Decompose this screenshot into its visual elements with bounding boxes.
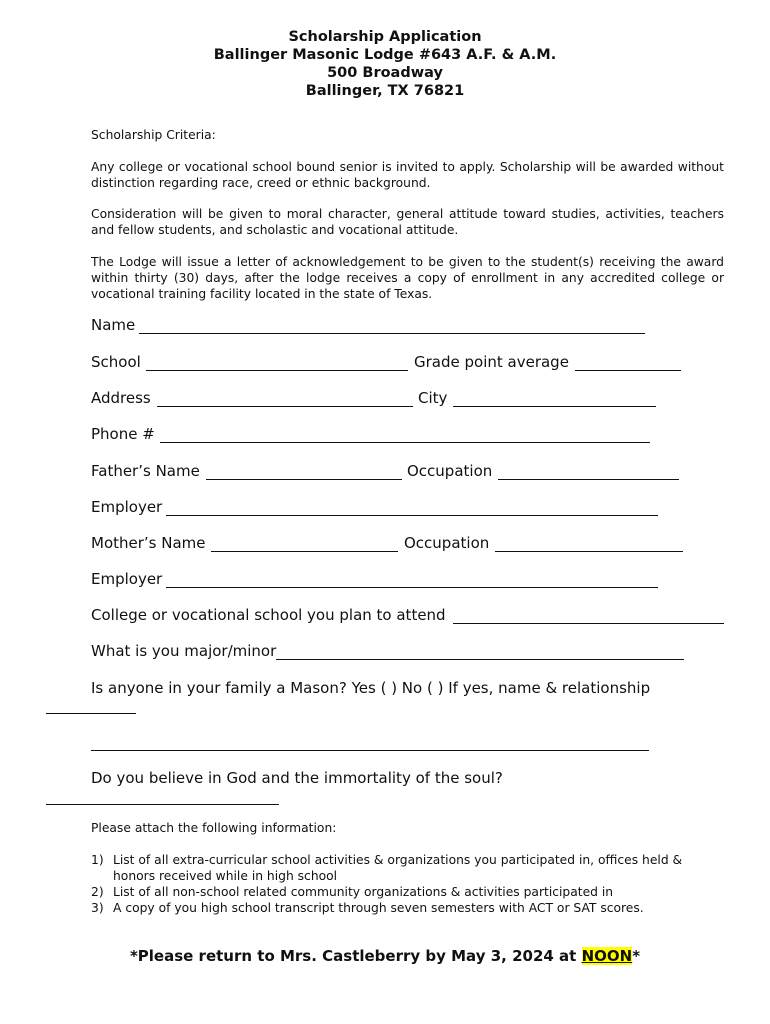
gpa-label: Grade point average — [414, 353, 569, 371]
list-item-number: 3) — [91, 901, 104, 915]
criteria-paragraph-2: Consideration will be given to moral character, general attitude toward studies, activities, teachers and fellow students, and scholastic and vocational attitude. — [91, 207, 724, 237]
city-label: City — [418, 389, 448, 407]
city-blank[interactable] — [453, 406, 656, 407]
list-item — [91, 852, 721, 884]
return-notice-text: *Please return to Mrs. Castleberry by May 3, 2024 at — [129, 947, 582, 965]
address-blank[interactable] — [157, 406, 413, 407]
father-employer-label: Employer — [91, 498, 163, 516]
major-blank[interactable] — [276, 659, 684, 660]
father-occupation-blank[interactable] — [498, 479, 679, 480]
mother-name-label: Mother’s Name — [91, 534, 206, 552]
father-name-label: Father’s Name — [91, 462, 200, 480]
name-label: Name — [91, 316, 136, 334]
name-blank[interactable] — [139, 333, 645, 334]
god-answer-blank[interactable] — [46, 804, 279, 805]
list-item — [91, 900, 721, 916]
return-notice-end: * — [632, 947, 641, 965]
gpa-blank[interactable] — [575, 370, 681, 371]
lodge-name: Ballinger Masonic Lodge #643 A.F. & A.M. — [213, 47, 557, 63]
college-blank[interactable] — [453, 623, 724, 624]
major-label: What is you major/minor — [91, 642, 277, 660]
criteria-heading: Scholarship Criteria: — [91, 128, 216, 142]
college-label: College or vocational school you plan to attend — [91, 606, 446, 624]
return-notice — [0, 946, 770, 966]
father-name-blank[interactable] — [206, 479, 402, 480]
list-item-number: 2) — [91, 885, 104, 899]
list-item — [91, 884, 721, 900]
mother-occupation-blank[interactable] — [495, 551, 683, 552]
criteria-paragraph-3: The Lodge will issue a letter of acknowledgement to be given to the student(s) receiving the award within thirty (30) days, after the lodge receives a copy of enrollment in any accredited college or vocational training facility located in the state of Texas. — [91, 255, 724, 301]
phone-label: Phone # — [91, 425, 155, 443]
mason-answer-blank-1[interactable] — [46, 713, 136, 714]
mason-answer-blank-2[interactable] — [91, 750, 649, 751]
list-item-text: List of all extra-curricular school activities & organizations you participated in, offices held & honors received while in high school — [113, 853, 683, 883]
mother-employer-blank[interactable] — [166, 587, 658, 588]
mother-name-blank[interactable] — [211, 551, 398, 552]
attach-heading: Please attach the following information: — [91, 821, 337, 835]
address-label: Address — [91, 389, 151, 407]
god-question: Do you believe in God and the immortality of the soul? — [91, 769, 503, 787]
school-label: School — [91, 353, 141, 371]
lodge-city-state: Ballinger, TX 76821 — [305, 83, 465, 99]
mother-employer-label: Employer — [91, 570, 163, 588]
attach-list — [91, 852, 721, 916]
noon-highlight: NOON — [581, 947, 633, 965]
school-blank[interactable] — [146, 370, 408, 371]
father-employer-blank[interactable] — [166, 515, 658, 516]
list-item-number: 1) — [91, 853, 104, 867]
lodge-street: 500 Broadway — [327, 65, 443, 81]
father-occupation-label: Occupation — [407, 462, 493, 480]
phone-blank[interactable] — [160, 442, 650, 443]
criteria-paragraph-1: Any college or vocational school bound senior is invited to apply. Scholarship will be awarded without distinction regarding race, creed or ethnic background. — [91, 160, 724, 190]
mother-occupation-label: Occupation — [404, 534, 490, 552]
document-title: Scholarship Application — [288, 29, 482, 45]
mason-question: Is anyone in your family a Mason? Yes ( ) No ( ) If yes, name & relationship — [91, 679, 651, 697]
list-item-text: A copy of you high school transcript through seven semesters with ACT or SAT scores. — [113, 901, 644, 915]
list-item-text: List of all non-school related community organizations & activities participated in — [113, 885, 614, 899]
document-header — [0, 28, 770, 100]
